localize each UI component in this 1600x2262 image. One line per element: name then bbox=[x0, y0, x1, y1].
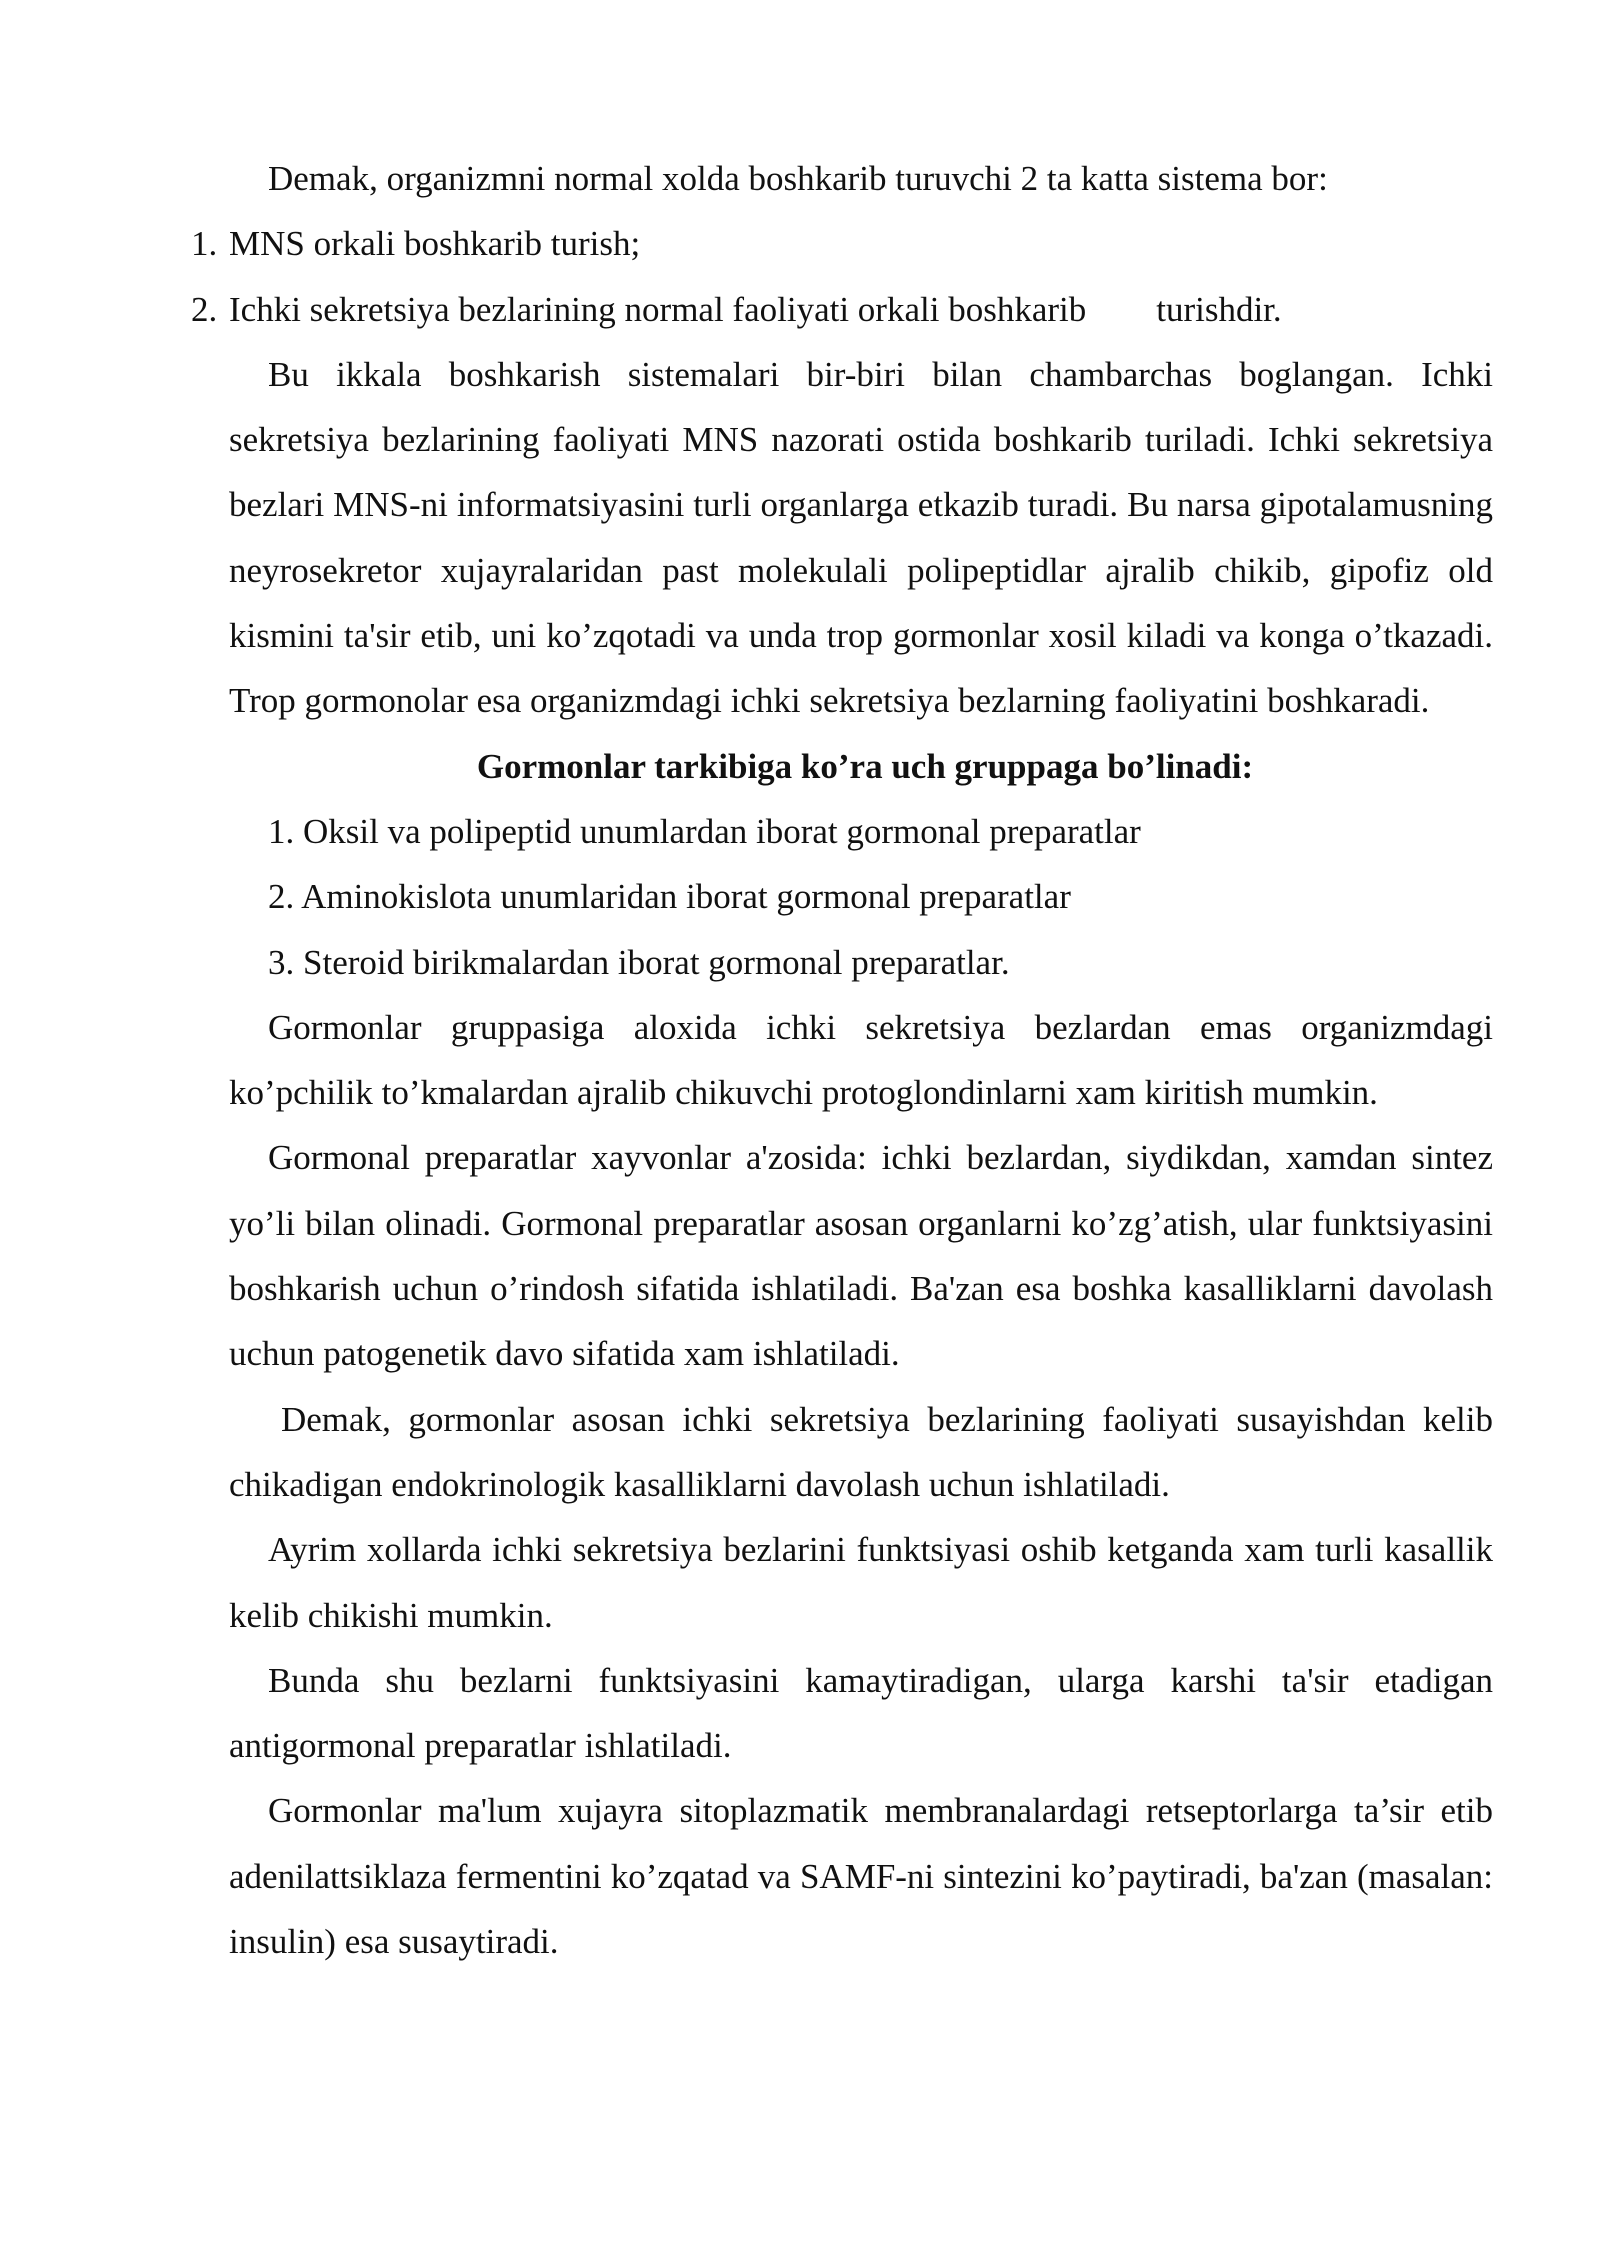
prostaglandins-paragraph: Gormonlar gruppasiga aloxida ichki sekretsiya bezlardan emas organizmdagi ko’pchilik to’kmalardan ajralib chikuvchi protoglondinlarni xam kiritish mumkin. bbox=[229, 1007, 1493, 1113]
system-item-1-number: 1. bbox=[191, 224, 218, 264]
regulation-paragraph: Bu ikkala boshkarish sistemalari bir-biri bilan chambarchas boglangan. Ichki sekretsiya bezlarining faoliyati MNS nazorati ostida boshkarib turiladi. Ichki sekretsiya bezlari MNS-ni informatsiyasini turli organlarga etkazib turadi. Bu narsa gipotalamusning neyrosekretor xujayralaridan past molekulali polipeptidlar ajralib chikib, gipofiz old kismini ta'sir etib, uni ko’zqotadi va unda trop gormonlar xosil kiladi va konga o’tkazadi. Trop gormonolar esa organizmdagi ichki sekretsiya bezlarning faoliyatini boshkaradi. bbox=[229, 354, 1493, 721]
sources-paragraph: Gormonal preparatlar xayvonlar a'zosida: ichki bezlardan, siydikdan, xamdan sintez yo’li bilan olinadi. Gormonal preparatlar asosan organlarni ko’zg’atish, ular funktsiyasini boshkarish uchun o’rindosh sifatida ishlatiladi. Ba'zan esa boshka kasalliklarni davolash uchun patogenetik davo sifatida xam ishlatiladi. bbox=[229, 1138, 1493, 1374]
section-heading: Gormonlar tarkibiga ko’ra uch gruppaga bo’linadi: bbox=[476, 746, 1254, 786]
system-item-1 bbox=[191, 211, 1493, 276]
hormone-group-1: 1. Oksil va polipeptid unumlardan iborat gormonal preparatlar bbox=[268, 811, 1141, 851]
system-item-2-number: 2. bbox=[191, 289, 218, 329]
hormone-group-3: 3. Steroid birikmalardan iborat gormonal preparatlar. bbox=[268, 942, 1010, 982]
endocrine-paragraph: Demak, gormonlar asosan ichki sekretsiya bezlarining faoliyati susayishdan kelib chikadigan endokrinologik kasalliklarni davolash uchun ishlatiladi. bbox=[229, 1399, 1493, 1504]
hormone-groups-list bbox=[229, 799, 1493, 995]
system-item-1-text: MNS orkali boshkarib turish; bbox=[229, 224, 641, 264]
document-body bbox=[191, 146, 1493, 1974]
antihormonal-paragraph: Bunda shu bezlarni funktsiyasini kamaytiradigan, ularga karshi ta'sir etadigan antigormonal preparatlar ishlatiladi. bbox=[229, 1660, 1493, 1766]
system-item-2-text-end: turishdir. bbox=[1156, 289, 1282, 329]
mechanism-paragraph: Gormonlar ma'lum xujayra sitoplazmatik membranalardagi retseptorlarga ta’sir etib adenilattsiklaza fermentini ko’zqatad va SAMF-ni sintezini ko’paytiradi, ba'zan (masalan: insulin) esa susaytiradi. bbox=[229, 1791, 1493, 1962]
system-item-2-text: Ichki sekretsiya bezlarining normal faoliyati orkali boshkarib bbox=[229, 289, 1087, 329]
excess-function-paragraph: Ayrim xollarda ichki sekretsiya bezlarini funktsiyasi oshib ketganda xam turli kasallik kelib chikishi mumkin. bbox=[229, 1530, 1493, 1635]
hormone-group-2: 2. Aminokislota unumlaridan iborat gormonal preparatlar bbox=[268, 877, 1071, 917]
intro-paragraph: Demak, organizmni normal xolda boshkarib turuvchi 2 ta katta sistema bor: bbox=[268, 159, 1328, 198]
system-item-2 bbox=[191, 277, 1493, 342]
